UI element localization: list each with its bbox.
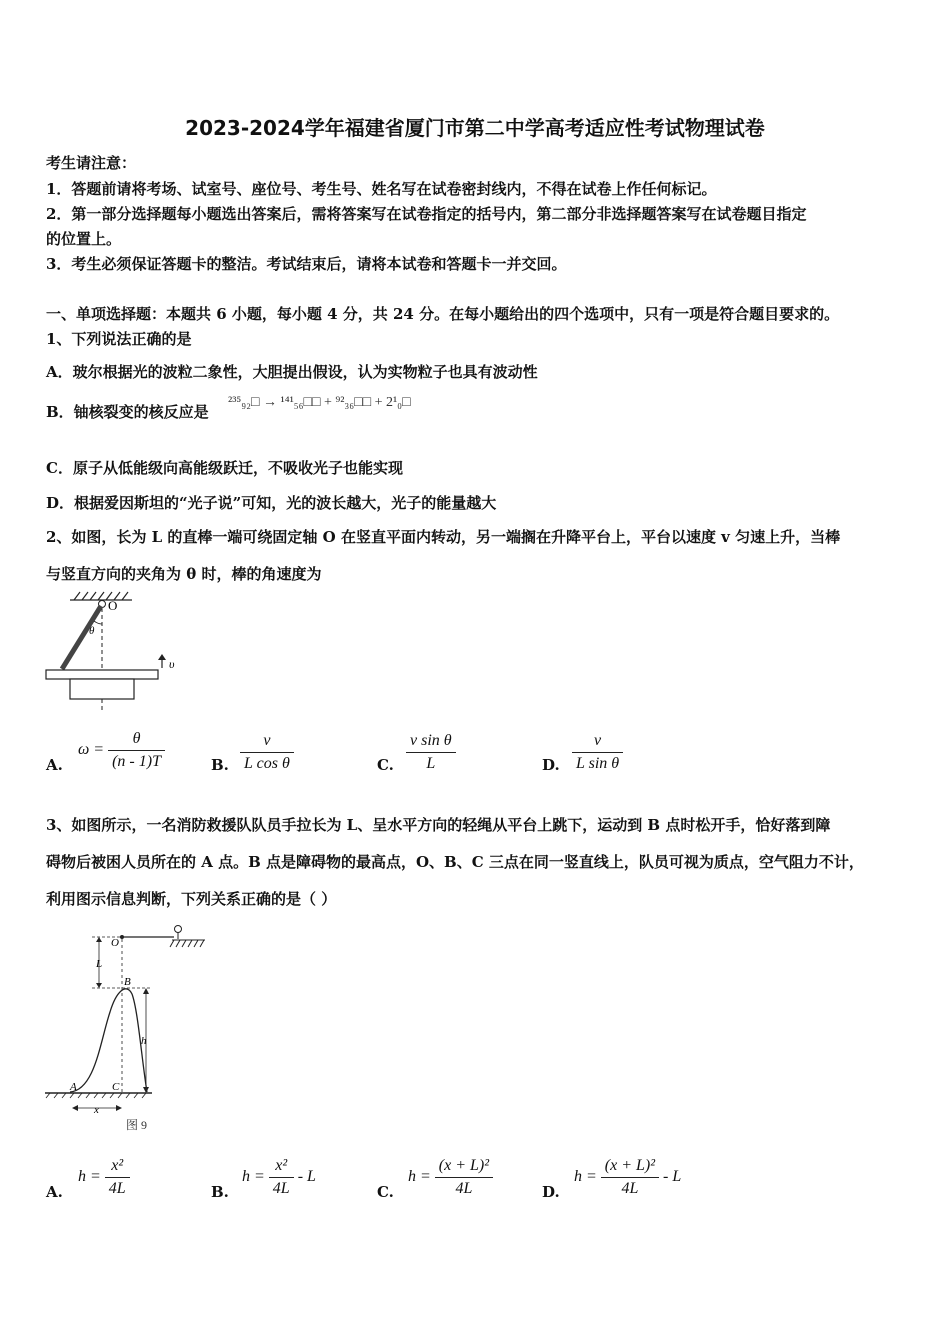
q3-option-c-fraction xyxy=(435,1157,493,1198)
page-title: 2023-2024学年福建省厦门市第二中学高考适应性考试物理试卷 xyxy=(185,116,765,140)
q3-figure-caption: 图 9 xyxy=(126,1118,148,1132)
q3-option-a-lhs: h = xyxy=(78,1168,101,1186)
q2-label-v: υ xyxy=(169,657,175,671)
q2-option-d-formula xyxy=(572,732,623,773)
q1-option-a: A．玻尔根据光的波粒二象性，大胆提出假设，认为实物粒子也具有波动性 xyxy=(46,363,538,381)
q2-ceiling-hatch xyxy=(70,592,132,600)
q2-option-c-fraction xyxy=(406,732,456,773)
q3-stem-line3: 利用图示信息判断，下列关系正确的是（ ） xyxy=(46,890,337,908)
q2-platform-base xyxy=(70,679,134,699)
q3-option-b-label: B. xyxy=(211,1183,229,1201)
q2-option-a-lhs: ω = xyxy=(78,741,105,759)
q2-label-O: O xyxy=(108,598,118,613)
q2-stem-line1: 2、如图，长为 L 的直棒一端可绕固定轴 O 在竖直平面内转动，另一端搁在升降平台上，平台以速度 v 匀速上升，当棒 xyxy=(46,528,841,546)
q3-label-x: x xyxy=(94,1104,99,1116)
q3-option-a-den: 4L xyxy=(108,1180,126,1197)
q3-dim-x-arrow-left xyxy=(72,1105,78,1111)
section-heading: 一、单项选择题：本题共 6 小题，每小题 4 分，共 24 分。在每小题给出的四个选项中，只有一项是符合题目要求的。 xyxy=(46,305,840,323)
q2-option-d-label: D. xyxy=(542,756,560,774)
notice-item-2: 2．第一部分选择题每小题选出答案后，需将答案写在试卷指定的括号内，第二部分非选择题答案写在试卷题目指定 xyxy=(46,205,807,223)
q3-option-b-fraction xyxy=(269,1157,294,1198)
q3-option-b-formula xyxy=(242,1157,316,1198)
q3-stem-line1: 3、如图所示，一名消防救援队队员手拉长为 L、呈水平方向的轻绳从平台上跳下，运动到 B 点时松开手，恰好落到障 xyxy=(46,816,831,834)
q3-label-L: L xyxy=(96,958,103,970)
q3-option-d-tail: - L xyxy=(663,1168,682,1186)
q2-option-d-den: L sin θ xyxy=(576,755,620,772)
q2-option-b-den: L cos θ xyxy=(244,755,290,772)
q3-obstacle xyxy=(70,989,147,1092)
q2-option-d-num: v xyxy=(572,732,623,753)
q2-option-c-num: v sin θ xyxy=(406,732,456,753)
q3-label-C: C xyxy=(112,1081,120,1093)
q3-option-a-num: x² xyxy=(105,1157,130,1178)
q3-option-a-fraction xyxy=(105,1157,130,1198)
q3-option-d-lhs: h = xyxy=(574,1168,597,1186)
q2-option-a-label: A. xyxy=(46,756,63,774)
q2-option-b-num: v xyxy=(240,732,294,753)
notice-item-2-cont: 的位置上。 xyxy=(46,230,122,248)
notice-heading: 考生请注意： xyxy=(46,154,137,172)
q2-platform xyxy=(46,670,158,679)
q2-rod xyxy=(62,606,101,669)
q3-platform-hatch xyxy=(170,940,205,947)
q3-option-c-lhs: h = xyxy=(408,1168,431,1186)
q2-angle-arc xyxy=(94,621,102,624)
q3-dim-h-arrow-top xyxy=(143,988,149,994)
q3-option-a-label: A. xyxy=(46,1183,63,1201)
q3-dim-L-arrow-top xyxy=(96,937,102,942)
notice-item-1: 1．答题前请将考场、试室号、座位号、考生号、姓名写在试卷密封线内，不得在试卷上作任何标记。 xyxy=(46,180,717,198)
q2-velocity-arrowhead xyxy=(158,654,166,660)
q2-option-b-fraction xyxy=(240,732,294,773)
q3-option-b-tail: - L xyxy=(297,1168,316,1186)
q2-option-c-formula xyxy=(406,732,456,773)
q3-point-O xyxy=(120,935,124,939)
q3-option-a-formula xyxy=(78,1157,130,1198)
q3-dim-h-arrow-bottom xyxy=(143,1087,149,1093)
q2-option-a-fraction xyxy=(108,730,165,771)
q3-dim-x-arrow-right xyxy=(116,1105,122,1111)
q3-option-d-num: (x + L)² xyxy=(601,1157,659,1178)
q2-option-a-den: (n - 1)T xyxy=(112,753,161,770)
q3-figure xyxy=(40,922,215,1137)
q2-option-d-fraction xyxy=(572,732,623,773)
q2-option-a-num: θ xyxy=(108,730,165,751)
q3-option-c-den: 4L xyxy=(455,1180,473,1197)
q2-option-b-label: B. xyxy=(211,756,229,774)
q3-option-d-fraction xyxy=(601,1157,659,1198)
q1-option-c: C．原子从低能级向高能级跃迁，不吸收光子也能实现 xyxy=(46,459,403,477)
q3-option-b-lhs: h = xyxy=(242,1168,265,1186)
q3-option-d-label: D. xyxy=(542,1183,560,1201)
notice-item-3: 3．考生必须保证答题卡的整洁。考试结束后，请将本试卷和答题卡一并交回。 xyxy=(46,255,567,273)
q3-option-b-den: 4L xyxy=(272,1180,290,1197)
q3-label-B: B xyxy=(124,976,131,988)
q1-option-b: B．铀核裂变的核反应是 xyxy=(46,403,209,421)
q3-label-h: h xyxy=(141,1035,147,1047)
q3-jumper xyxy=(175,926,182,933)
q2-option-c-den: L xyxy=(426,755,436,772)
q2-label-theta: θ xyxy=(89,625,95,637)
q2-figure xyxy=(40,588,190,713)
q2-option-c-label: C. xyxy=(377,756,394,774)
q3-label-A: A xyxy=(70,1081,77,1093)
q3-option-c-num: (x + L)² xyxy=(435,1157,493,1178)
q3-option-b-num: x² xyxy=(269,1157,294,1178)
q3-dim-L-arrow-bottom xyxy=(96,983,102,988)
q3-option-d-den: 4L xyxy=(621,1180,639,1197)
q2-option-a-formula xyxy=(78,730,165,771)
q1-stem: 1、下列说法正确的是 xyxy=(46,330,192,348)
q3-option-c-label: C. xyxy=(377,1183,394,1201)
q3-label-O: O xyxy=(111,937,119,949)
q2-stem-line2: 与竖直方向的夹角为 θ 时，棒的角速度为 xyxy=(46,565,322,583)
q3-stem-line2: 碍物后被困人员所在的 A 点。B 点是障碍物的最高点，O、B、C 三点在同一竖直线上，队员可视为质点，空气阻力不计， xyxy=(46,853,864,871)
q3-option-d-formula xyxy=(574,1157,681,1198)
q1-option-d: D．根据爱因斯坦的“光子说”可知，光的波长越大，光子的能量越大 xyxy=(46,494,497,512)
q2-option-b-formula xyxy=(240,732,294,773)
q1-option-b-equation: ²³⁵₉₂□ → ¹⁴¹₅₆□□ + ⁹²₃₆□□ + 2¹₀□ xyxy=(228,395,411,410)
q3-option-c-formula xyxy=(408,1157,493,1198)
